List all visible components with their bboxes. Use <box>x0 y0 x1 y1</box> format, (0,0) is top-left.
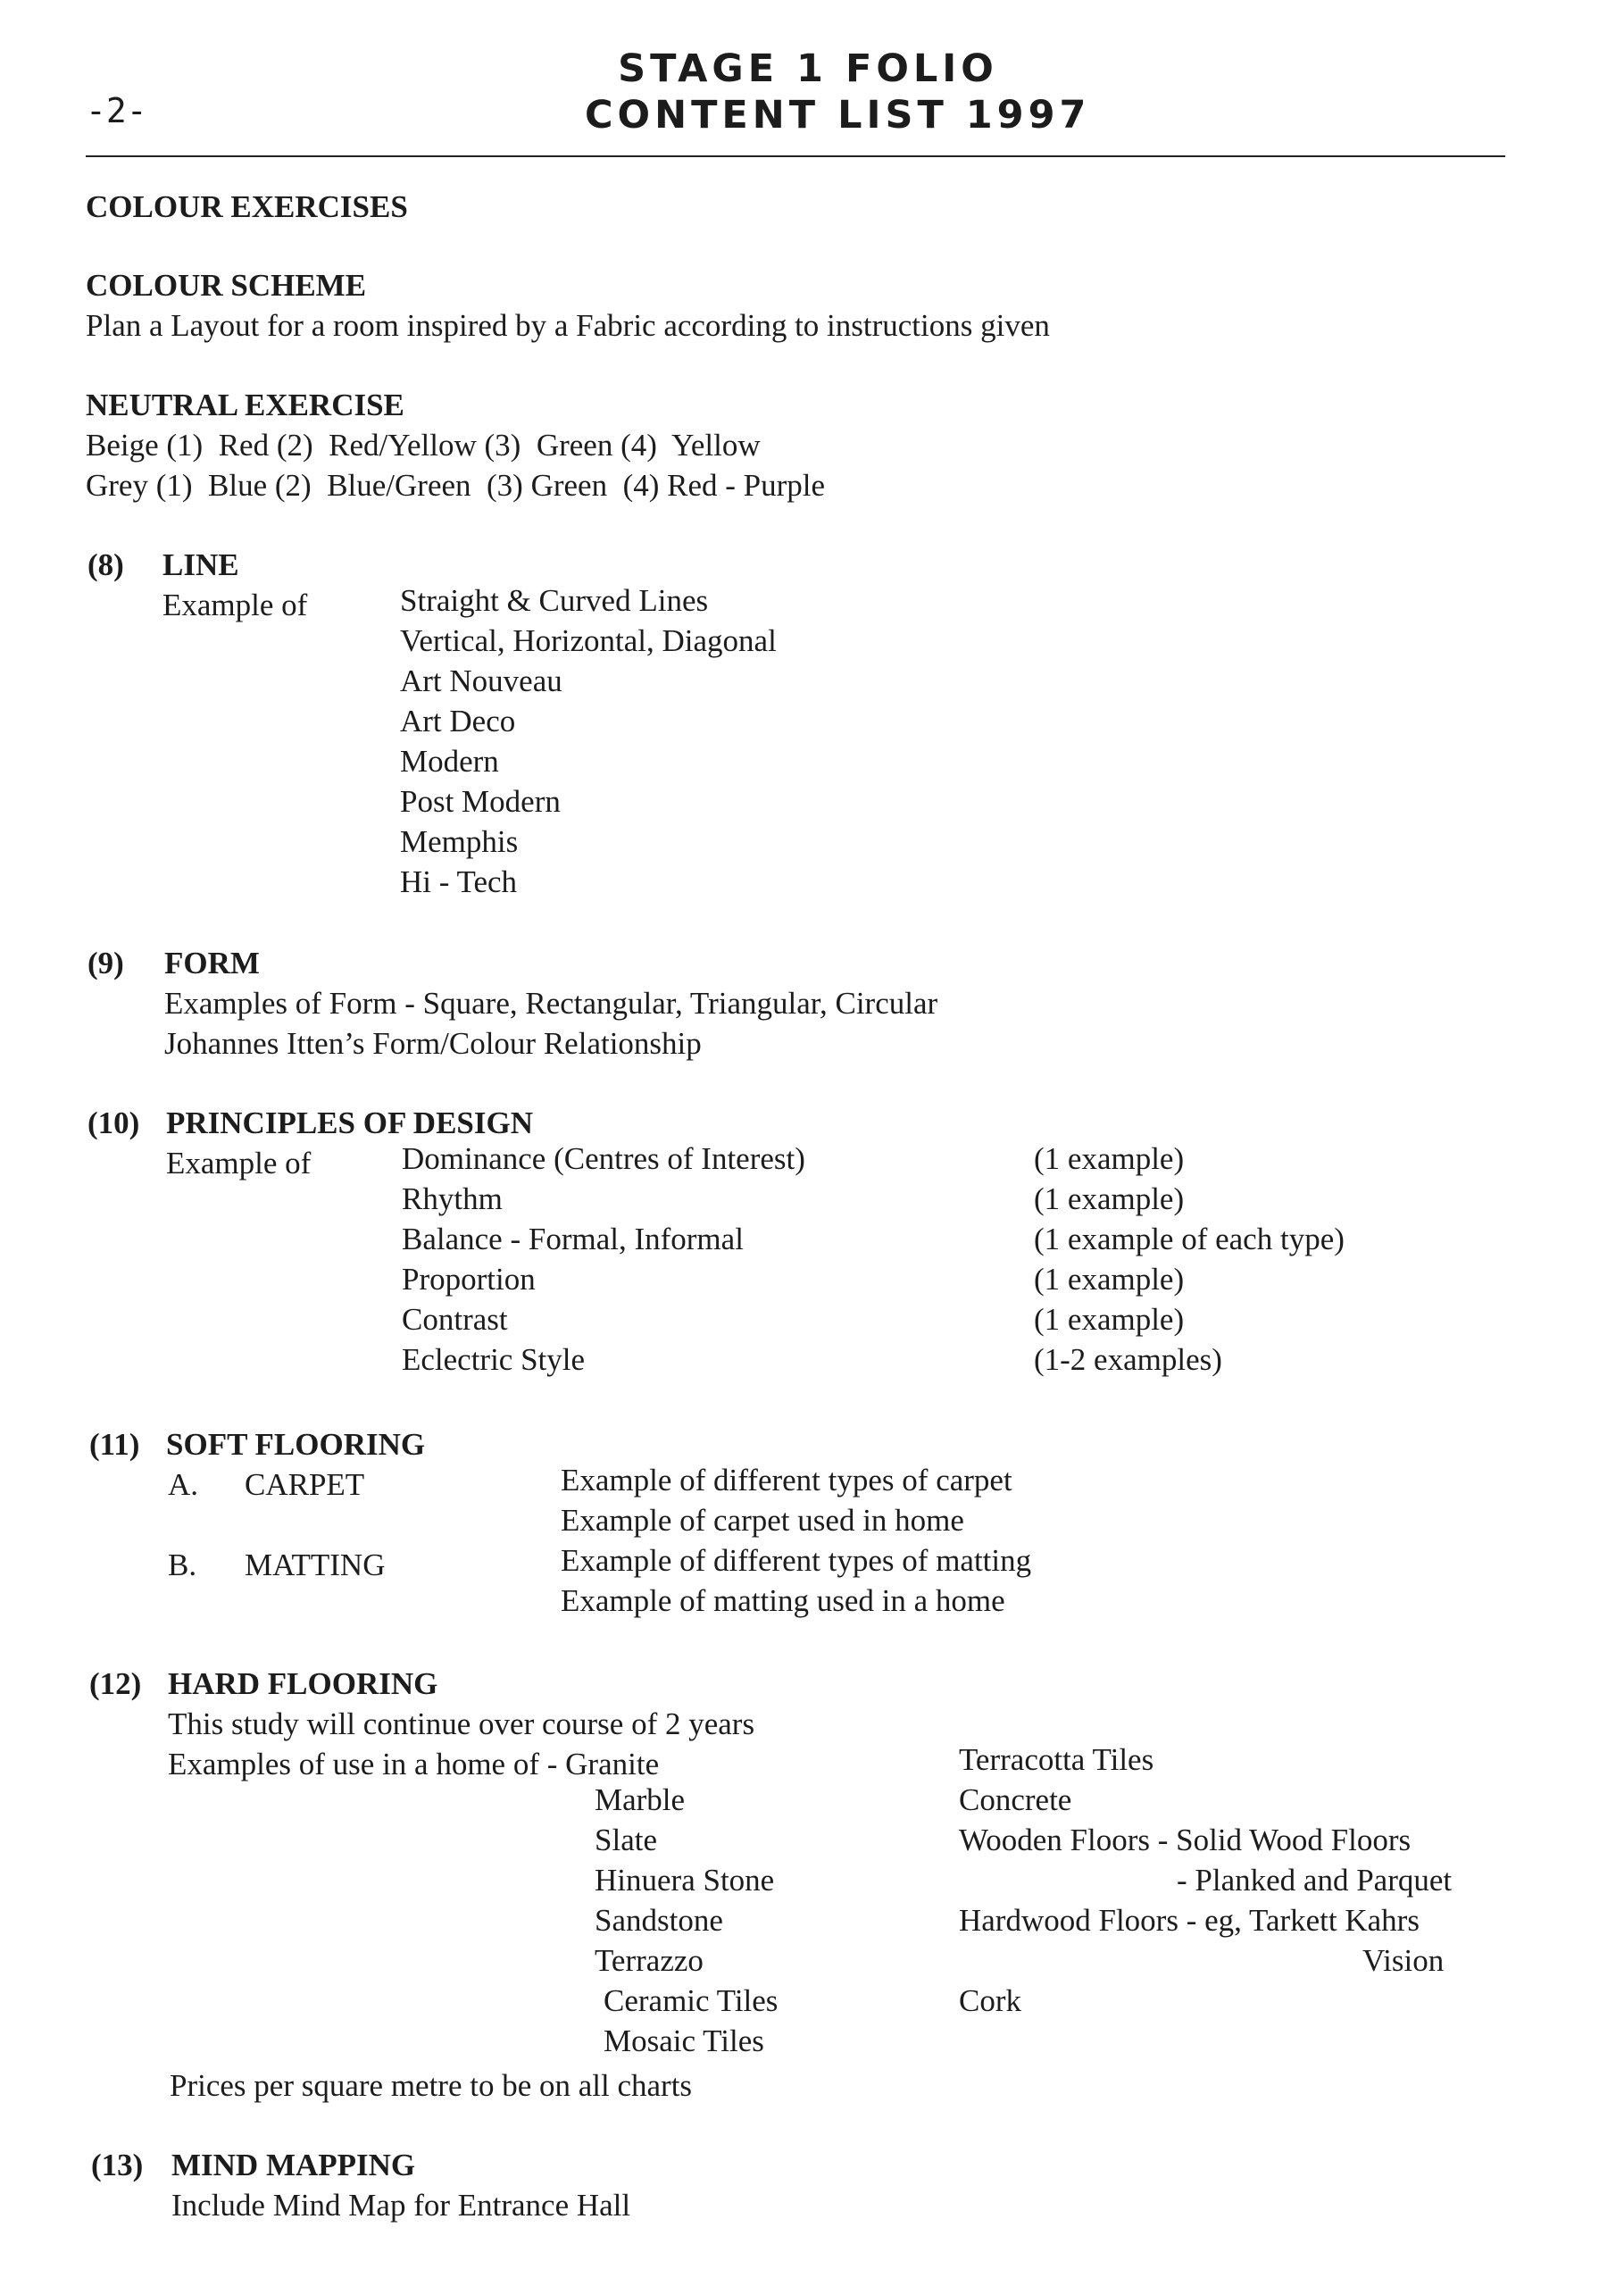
list-item: (1 example) <box>1034 1302 1185 1337</box>
list-item: Marble <box>595 1782 686 1817</box>
colour-scheme-text: Plan a Layout for a room inspired by a Fabric according to instructions given <box>86 308 1050 343</box>
hard-flooring-heading: HARD FLOORING <box>168 1666 438 1701</box>
list-item: Vertical, Horizontal, Diagonal <box>400 623 777 658</box>
line-items <box>400 580 777 902</box>
item-letter: B. <box>168 1548 197 1582</box>
neutral-exercise-line: Beige (1) Red (2) Red/Yellow (3) Green (4) Yellow <box>86 428 761 463</box>
list-item: - Planked and Parquet <box>1177 1863 1453 1898</box>
list-item: (1 example of each type) <box>1034 1222 1345 1256</box>
principles-notes <box>1034 1139 1345 1380</box>
page-title-line2: CONTENT LIST 1997 <box>585 93 1091 138</box>
list-item: (1 example) <box>1034 1262 1185 1297</box>
list-item: Dominance (Centres of Interest) <box>402 1141 805 1176</box>
list-item: Mosaic Tiles <box>604 2023 764 2058</box>
hard-flooring-prices: Prices per square metre to be on all charts <box>170 2068 693 2103</box>
list-item: (1-2 examples) <box>1034 1342 1222 1377</box>
hard-flooring-examples: Examples of use in a home of - Granite <box>168 1747 660 1781</box>
mind-mapping-heading: MIND MAPPING <box>171 2148 416 2182</box>
section-number: (9) <box>87 946 124 980</box>
principles-label: Example of <box>166 1146 312 1181</box>
list-item: Hi - Tech <box>400 864 518 899</box>
section-number: (11) <box>89 1427 140 1462</box>
page-number: -2- <box>86 91 147 130</box>
list-item: Ceramic Tiles <box>604 1983 779 2018</box>
list-item: Example of different types of carpet <box>561 1463 1012 1498</box>
principles-heading: PRINCIPLES OF DESIGN <box>166 1105 533 1140</box>
mind-mapping-text: Include Mind Map for Entrance Hall <box>171 2188 631 2223</box>
list-item: Proportion <box>402 1262 536 1297</box>
list-item: Eclectric Style <box>402 1342 586 1377</box>
list-item: Cork <box>959 1983 1021 2018</box>
list-item: Slate <box>595 1823 657 1857</box>
list-item: Example of different types of matting <box>561 1543 1032 1578</box>
line-heading: LINE <box>162 547 239 582</box>
list-item: Art Nouveau <box>400 663 562 698</box>
colour-scheme-heading: COLOUR SCHEME <box>86 268 367 303</box>
list-item: Wooden Floors - Solid Wood Floors <box>959 1823 1412 1857</box>
list-item: Memphis <box>400 824 519 859</box>
header-rule <box>86 155 1505 157</box>
neutral-exercise-heading: NEUTRAL EXERCISE <box>86 388 404 422</box>
colour-exercises-heading: COLOUR EXERCISES <box>86 189 408 224</box>
list-item: Art Deco <box>400 704 516 738</box>
principles-items <box>402 1139 805 1380</box>
form-line: Examples of Form - Square, Rectangular, Triangular, Circular <box>164 986 938 1021</box>
list-item: (1 example) <box>1034 1141 1185 1176</box>
section-number: (8) <box>87 547 124 582</box>
list-item: Example of matting used in a home <box>561 1583 1005 1618</box>
page-title-line1: STAGE 1 FOLIO <box>618 46 998 91</box>
form-line: Johannes Itten’s Form/Colour Relationship <box>164 1026 702 1061</box>
soft-flooring-heading: SOFT FLOORING <box>166 1427 426 1462</box>
soft-flooring-descriptions <box>561 1460 1031 1621</box>
list-item: Rhythm <box>402 1181 503 1216</box>
list-item: Contrast <box>402 1302 508 1337</box>
list-item: Post Modern <box>400 784 561 819</box>
list-item: Hardwood Floors - eg, Tarkett Kahrs <box>959 1903 1420 1938</box>
list-item: Modern <box>400 744 499 779</box>
hard-flooring-right-column <box>959 1740 1452 2021</box>
list-item: Terracotta Tiles <box>959 1742 1154 1777</box>
section-number: (10) <box>87 1105 140 1140</box>
line-label: Example of <box>162 588 308 622</box>
hard-flooring-materials <box>595 1780 778 2061</box>
list-item: Straight & Curved Lines <box>400 583 709 618</box>
list-item: Terrazzo <box>595 1943 704 1978</box>
list-item: Vision <box>1362 1943 1445 1978</box>
neutral-exercise-line: Grey (1) Blue (2) Blue/Green (3) Green (4) Red - Purple <box>86 468 826 503</box>
list-item: Concrete <box>959 1782 1072 1817</box>
list-item: Balance - Formal, Informal <box>402 1222 744 1256</box>
list-item: Example of carpet used in home <box>561 1503 964 1538</box>
section-number: (12) <box>89 1666 142 1701</box>
list-item: (1 example) <box>1034 1181 1185 1216</box>
carpet-label: CARPET <box>245 1467 365 1502</box>
item-letter: A. <box>168 1467 199 1502</box>
hard-flooring-intro: This study will continue over course of 2 years <box>168 1706 755 1741</box>
list-item: Sandstone <box>595 1903 723 1938</box>
matting-label: MATTING <box>245 1548 386 1582</box>
section-number: (13) <box>91 2148 144 2182</box>
list-item: Hinuera Stone <box>595 1863 775 1898</box>
form-heading: FORM <box>164 946 260 980</box>
